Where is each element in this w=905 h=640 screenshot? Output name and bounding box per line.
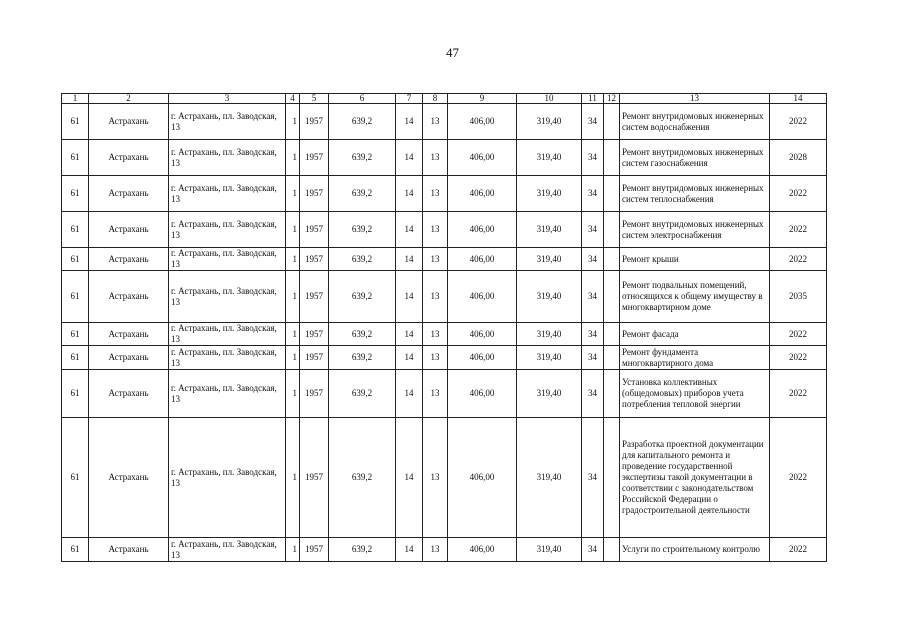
city-name: Астрахань [89, 140, 169, 176]
column-header: 13 [620, 94, 770, 104]
col-8-value: 13 [423, 346, 448, 370]
city-name: Астрахань [89, 538, 169, 562]
column-header: 10 [517, 94, 582, 104]
table-row [62, 104, 827, 140]
planned-year: 2022 [770, 176, 827, 212]
city-name: Астрахань [89, 104, 169, 140]
col-9-value: 406,00 [448, 346, 517, 370]
col-12-value [604, 248, 620, 271]
col-12-value [604, 104, 620, 140]
table-row [62, 346, 827, 370]
col-8-value: 13 [423, 271, 448, 323]
address: г. Астрахань, пл. Заводская, 13 [169, 418, 286, 538]
work-type: Ремонт фундамента многоквартирного дома [620, 346, 770, 370]
col-6-value: 639,2 [329, 176, 396, 212]
col-12-value [604, 418, 620, 538]
col-11-value: 34 [582, 538, 604, 562]
column-header: 5 [300, 94, 329, 104]
col-10-value: 319,40 [517, 104, 582, 140]
column-header: 4 [286, 94, 300, 104]
table-row [62, 212, 827, 248]
col-7-value: 14 [396, 323, 423, 346]
address: г. Астрахань, пл. Заводская, 13 [169, 346, 286, 370]
work-type: Установка коллективных (общедомовых) приборов учета потребления тепловой энергии [620, 370, 770, 418]
col-9-value: 406,00 [448, 323, 517, 346]
col-12-value [604, 212, 620, 248]
col-6-value: 639,2 [329, 370, 396, 418]
col-10-value: 319,40 [517, 176, 582, 212]
col-4-value: 1 [286, 418, 300, 538]
col-4-value: 1 [286, 538, 300, 562]
col-11-value: 34 [582, 418, 604, 538]
row-number: 61 [62, 370, 89, 418]
col-12-value [604, 323, 620, 346]
table-row [62, 140, 827, 176]
col-8-value: 13 [423, 176, 448, 212]
col-8-value: 13 [423, 323, 448, 346]
col-6-value: 639,2 [329, 323, 396, 346]
col-7-value: 14 [396, 212, 423, 248]
col-8-value: 13 [423, 104, 448, 140]
col-11-value: 34 [582, 370, 604, 418]
col-9-value: 406,00 [448, 104, 517, 140]
city-name: Астрахань [89, 248, 169, 271]
address: г. Астрахань, пл. Заводская, 13 [169, 271, 286, 323]
work-type: Ремонт внутридомовых инженерных систем электроснабжения [620, 212, 770, 248]
col-4-value: 1 [286, 323, 300, 346]
planned-year: 2022 [770, 346, 827, 370]
column-header: 11 [582, 94, 604, 104]
table-row [62, 538, 827, 562]
table-row [62, 248, 827, 271]
table-row [62, 370, 827, 418]
city-name: Астрахань [89, 418, 169, 538]
address: г. Астрахань, пл. Заводская, 13 [169, 538, 286, 562]
col-10-value: 319,40 [517, 271, 582, 323]
row-number: 61 [62, 323, 89, 346]
work-type: Ремонт фасада [620, 323, 770, 346]
repair-plan-table [61, 93, 827, 562]
col-11-value: 34 [582, 271, 604, 323]
col-7-value: 14 [396, 418, 423, 538]
col-4-value: 1 [286, 212, 300, 248]
work-type: Разработка проектной документации для капитального ремонта и проведение государственной экспертизы такой документации в соответствии с законодательством Российской Федерации о градостроительной деятельности [620, 418, 770, 538]
col-8-value: 13 [423, 538, 448, 562]
build-year: 1957 [300, 212, 329, 248]
col-11-value: 34 [582, 346, 604, 370]
table-row [62, 418, 827, 538]
col-6-value: 639,2 [329, 538, 396, 562]
row-number: 61 [62, 212, 89, 248]
col-6-value: 639,2 [329, 140, 396, 176]
col-10-value: 319,40 [517, 140, 582, 176]
table-row [62, 323, 827, 346]
work-type: Ремонт внутридомовых инженерных систем водоснабжения [620, 104, 770, 140]
address: г. Астрахань, пл. Заводская, 13 [169, 104, 286, 140]
column-header: 3 [169, 94, 286, 104]
row-number: 61 [62, 176, 89, 212]
work-type: Ремонт внутридомовых инженерных систем газоснабжения [620, 140, 770, 176]
planned-year: 2022 [770, 212, 827, 248]
col-8-value: 13 [423, 418, 448, 538]
row-number: 61 [62, 104, 89, 140]
col-4-value: 1 [286, 370, 300, 418]
col-11-value: 34 [582, 104, 604, 140]
build-year: 1957 [300, 248, 329, 271]
column-header: 2 [89, 94, 169, 104]
col-11-value: 34 [582, 248, 604, 271]
col-11-value: 34 [582, 176, 604, 212]
col-6-value: 639,2 [329, 104, 396, 140]
planned-year: 2035 [770, 271, 827, 323]
build-year: 1957 [300, 370, 329, 418]
col-9-value: 406,00 [448, 212, 517, 248]
col-12-value [604, 271, 620, 323]
work-type: Услуги по строительному контролю [620, 538, 770, 562]
column-header: 9 [448, 94, 517, 104]
address: г. Астрахань, пл. Заводская, 13 [169, 248, 286, 271]
col-8-value: 13 [423, 140, 448, 176]
build-year: 1957 [300, 346, 329, 370]
col-10-value: 319,40 [517, 418, 582, 538]
col-7-value: 14 [396, 346, 423, 370]
column-header: 1 [62, 94, 89, 104]
work-type: Ремонт внутридомовых инженерных систем теплоснабжения [620, 176, 770, 212]
col-7-value: 14 [396, 370, 423, 418]
column-header: 7 [396, 94, 423, 104]
build-year: 1957 [300, 323, 329, 346]
col-4-value: 1 [286, 271, 300, 323]
build-year: 1957 [300, 176, 329, 212]
col-7-value: 14 [396, 140, 423, 176]
planned-year: 2022 [770, 370, 827, 418]
col-12-value [604, 176, 620, 212]
col-6-value: 639,2 [329, 212, 396, 248]
row-number: 61 [62, 140, 89, 176]
city-name: Астрахань [89, 212, 169, 248]
city-name: Астрахань [89, 271, 169, 323]
row-number: 61 [62, 538, 89, 562]
col-12-value [604, 140, 620, 176]
address: г. Астрахань, пл. Заводская, 13 [169, 212, 286, 248]
address: г. Астрахань, пл. Заводская, 13 [169, 370, 286, 418]
work-type: Ремонт крыши [620, 248, 770, 271]
col-10-value: 319,40 [517, 370, 582, 418]
planned-year: 2028 [770, 140, 827, 176]
row-number: 61 [62, 346, 89, 370]
column-header: 14 [770, 94, 827, 104]
col-6-value: 639,2 [329, 346, 396, 370]
work-type: Ремонт подвальных помещений, относящихся к общему имуществу в многоквартирном доме [620, 271, 770, 323]
col-12-value [604, 346, 620, 370]
col-10-value: 319,40 [517, 323, 582, 346]
col-4-value: 1 [286, 346, 300, 370]
header-row [62, 94, 827, 104]
row-number: 61 [62, 248, 89, 271]
col-10-value: 319,40 [517, 538, 582, 562]
col-7-value: 14 [396, 538, 423, 562]
page-number: 47 [446, 45, 459, 60]
col-10-value: 319,40 [517, 346, 582, 370]
col-9-value: 406,00 [448, 248, 517, 271]
col-8-value: 13 [423, 212, 448, 248]
city-name: Астрахань [89, 176, 169, 212]
column-header: 6 [329, 94, 396, 104]
col-4-value: 1 [286, 140, 300, 176]
col-11-value: 34 [582, 140, 604, 176]
planned-year: 2022 [770, 538, 827, 562]
planned-year: 2022 [770, 104, 827, 140]
city-name: Астрахань [89, 346, 169, 370]
column-header: 8 [423, 94, 448, 104]
column-header: 12 [604, 94, 620, 104]
col-9-value: 406,00 [448, 176, 517, 212]
col-6-value: 639,2 [329, 271, 396, 323]
city-name: Астрахань [89, 323, 169, 346]
col-7-value: 14 [396, 248, 423, 271]
planned-year: 2022 [770, 418, 827, 538]
col-8-value: 13 [423, 248, 448, 271]
build-year: 1957 [300, 140, 329, 176]
build-year: 1957 [300, 418, 329, 538]
col-9-value: 406,00 [448, 538, 517, 562]
row-number: 61 [62, 271, 89, 323]
col-12-value [604, 538, 620, 562]
address: г. Астрахань, пл. Заводская, 13 [169, 140, 286, 176]
table-body [62, 94, 827, 562]
col-11-value: 34 [582, 212, 604, 248]
col-6-value: 639,2 [329, 248, 396, 271]
col-7-value: 14 [396, 104, 423, 140]
table-row [62, 271, 827, 323]
col-4-value: 1 [286, 104, 300, 140]
build-year: 1957 [300, 104, 329, 140]
address: г. Астрахань, пл. Заводская, 13 [169, 323, 286, 346]
col-11-value: 34 [582, 323, 604, 346]
row-number: 61 [62, 418, 89, 538]
col-4-value: 1 [286, 176, 300, 212]
col-9-value: 406,00 [448, 271, 517, 323]
build-year: 1957 [300, 271, 329, 323]
col-10-value: 319,40 [517, 248, 582, 271]
build-year: 1957 [300, 538, 329, 562]
city-name: Астрахань [89, 370, 169, 418]
col-9-value: 406,00 [448, 140, 517, 176]
col-8-value: 13 [423, 370, 448, 418]
planned-year: 2022 [770, 248, 827, 271]
col-12-value [604, 370, 620, 418]
col-9-value: 406,00 [448, 370, 517, 418]
col-7-value: 14 [396, 271, 423, 323]
address: г. Астрахань, пл. Заводская, 13 [169, 176, 286, 212]
col-4-value: 1 [286, 248, 300, 271]
col-9-value: 406,00 [448, 418, 517, 538]
planned-year: 2022 [770, 323, 827, 346]
table-row [62, 176, 827, 212]
col-7-value: 14 [396, 176, 423, 212]
col-6-value: 639,2 [329, 418, 396, 538]
col-10-value: 319,40 [517, 212, 582, 248]
